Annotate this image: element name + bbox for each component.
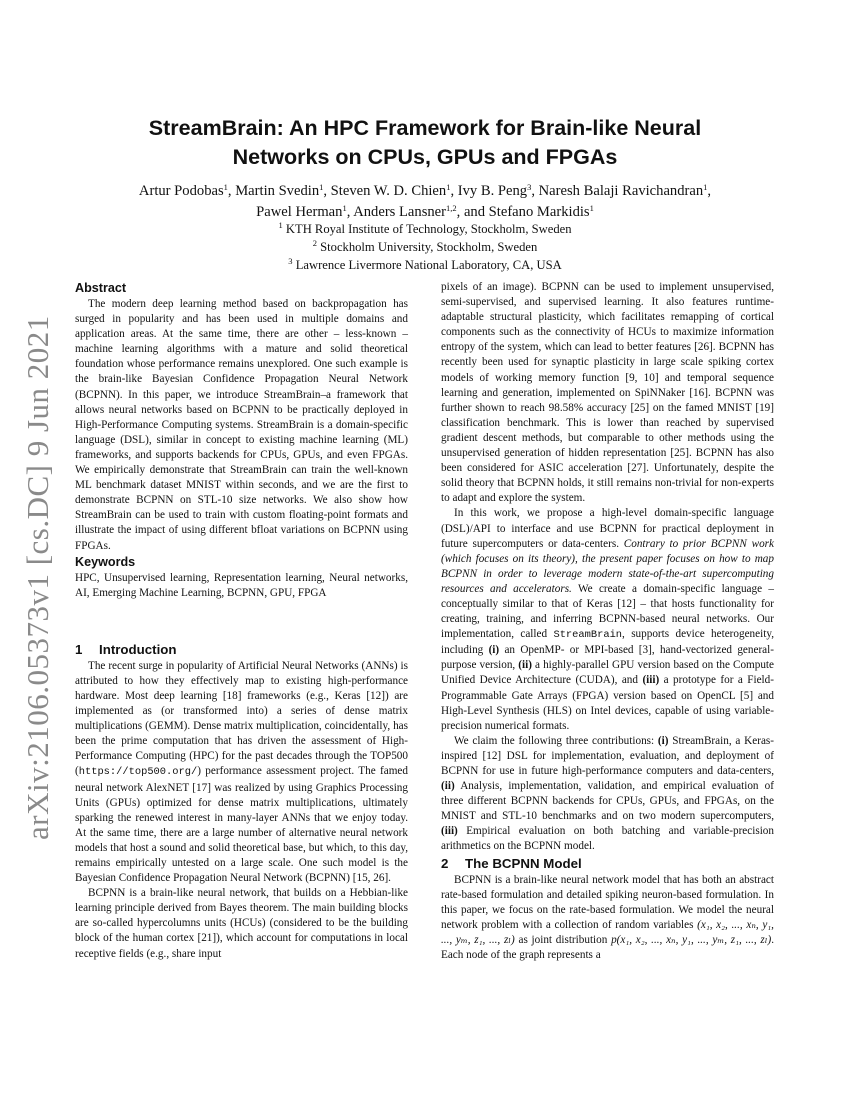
math-variables: (x₁, x₂, ..., xₙ, y₁, ..., yₘ, z₁, ..., zₗ) (441, 918, 774, 946)
keywords-heading: Keywords (75, 554, 136, 569)
section-heading-bcpnn-model (441, 855, 774, 873)
affiliation-text: Stockholm University, Stockholm, Sweden (320, 240, 538, 254)
intro-paragraph-3 (441, 506, 774, 733)
author-name: Martin Svedin (235, 183, 320, 199)
author-affil-marker: 1 (342, 203, 347, 213)
affiliation-marker: 1 (278, 220, 283, 230)
affiliation-list (150, 220, 700, 274)
emphasis-text: Contrary to prior BCPNN work (which focuses on its theory), the present paper focuses on how to map BCPNN in order to leverage modern state-of-the-art supercomputing resources and accelerators. (441, 537, 774, 595)
text-run: , supports device heterogeneity, including (441, 628, 774, 657)
text-run: a prototype for a Field-Programmable Gate Arrays (FPGA) version based on OpenCL [5] and High-Level Synthesis (HLS) on Intel devices, capable of using variable-precision numerical formats. (441, 674, 774, 732)
text-run: Analysis, implementation, validation, and empirical evaluation of three different BCPNN backends for CPUs, GPUs, and FPGAs, on the MNIST and STL-10 benchmarks and on two modern supercomputers, (441, 780, 774, 823)
author-affil-marker: 1 (319, 182, 324, 192)
list-marker: (i) (657, 734, 669, 747)
author-affil-marker: 1 (223, 182, 228, 192)
section-number: 2 (441, 855, 449, 871)
math-joint-distribution: p(x₁, x₂, ..., xₙ, y₁, ..., yₘ, z₁, ..., zₗ) (611, 933, 772, 946)
section-heading-introduction (75, 641, 408, 659)
bcpnn-paragraph-1 (441, 873, 774, 964)
keywords-text: HPC, Unsupervised learning, Representation learning, Neural networks, AI, Emerging Machine Learning, BCPNN, GPU, FPGA (75, 571, 408, 599)
affiliation-marker: 2 (312, 238, 317, 248)
abstract-text: The modern deep learning method based on backpropagation has surged in popularity and has been used in multiple domains and application areas. At the same time, there are other – less-known – machine learning algorithms with a mature and solid theoretical foundation whose performance remains unexplored. One such example is the brain-like Bayesian Confidence Propagation Neural Network (BCPNN). In this paper, we introduce StreamBrain–a framework that allows neural networks based on BCPNN to be practically deployed in High-Performance Computing systems. StreamBrain is a domain-specific language (DSL), similar in concept to existing machine learning (ML) frameworks, and supports backends for CPUs, GPUs, and even FPGAs. We empirically demonstrate that StreamBrain can train the well-known ML benchmark dataset MNIST within seconds, and we are the first to demonstrate BCPNN on STL-10 size networks. We also show how StreamBrain can be used to train with custom floating-point formats and illustrate the impact of using different bfloat variations on BCPNN using FPGAs. (75, 298, 408, 552)
list-marker: (ii) (441, 780, 455, 793)
author-line-1 (80, 181, 770, 202)
text-run: Empirical evaluation on both batching and variable-precision arithmetics on the BCPNN model. (441, 825, 774, 853)
text-run: In this work, we propose a high-level domain-specific language (DSL)/API to interface and use BCPNN for practical deployment in future supercomputers or data-centers. (441, 507, 774, 550)
text-run: We claim the following three contributions: (454, 734, 658, 747)
affiliation-text: KTH Royal Institute of Technology, Stockholm, Sweden (285, 222, 572, 236)
text-run: a highly-parallel GPU version based on the Compute Unified Device Architecture (CUDA), and (441, 659, 775, 687)
affiliation-marker: 3 (288, 256, 293, 266)
arxiv-stamp: arXiv:2106.05373v1 [cs.DC] 9 Jun 2021 (20, 315, 55, 840)
list-marker: (ii) (518, 659, 532, 672)
affiliation (150, 256, 700, 274)
author-separator: , (531, 183, 539, 199)
author-affil-marker: 1,2 (446, 203, 457, 213)
text-run: an OpenMP- or MPI-based [3], hand-vectorized general-purpose version, (441, 644, 774, 672)
author-separator: , (323, 183, 331, 199)
author-name: Artur Podobas (138, 183, 224, 199)
text-run: ) performance assessment project. The famed neural network AlexNET [17] was realized by using Graphics Processing Units (GPUs) optimized for dense matrix multiplications, ultimately sparking the renewed interest in many-layer ANNs that we enjoy today. At the same time, there are a large number of alternative neural network models that host a sound and solid theoretical base, but which, to this day, remains empirically untested on a large scale. One such model is the Bayesian Confidence Propagation Neural Network (BCPNN) [15, 26]. (75, 765, 408, 885)
author-separator: , (707, 183, 712, 199)
author-name: Steven W. D. Chien (330, 183, 447, 199)
author-separator: , (346, 204, 354, 220)
affiliation-text: Lawrence Livermore National Laboratory, CA, USA (295, 258, 562, 272)
text-run: We create a domain-specific language – conceptually similar to that of Keras [12] – that hosts functionality for creating, training, and inferring BCPNN-based neural networks. Our implementation, called (441, 582, 774, 641)
streambrain-code: StreamBrain (553, 629, 623, 642)
author-name: Anders Lansner (353, 204, 447, 220)
author-name: Ivy B. Peng (457, 183, 528, 199)
section-title: Introduction (99, 641, 177, 657)
affiliation (150, 220, 700, 238)
text-run: as joint distribution (514, 933, 612, 946)
top500-url: https://top500.org/ (78, 766, 198, 779)
author-affil-marker: 1 (446, 182, 451, 192)
list-marker: (i) (488, 644, 500, 657)
author-separator: , (227, 183, 236, 199)
affiliation (150, 238, 700, 256)
list-marker: (iii) (441, 825, 458, 838)
contributions-paragraph (441, 734, 774, 855)
section-number: 1 (75, 641, 83, 657)
author-name: Pawel Herman (256, 204, 343, 220)
right-column (441, 280, 774, 963)
author-name: Naresh Balaji Ravichandran (538, 183, 704, 199)
intro-paragraph-2: BCPNN is a brain-like neural network, that builds on a Hebbian-like learning principle derived from Bayes theorem. The main building blocks are so-called hypercolumns units (HCUs) (considered to be the building block of the human cortex [21]), which account for computations in local receptive fields (e.g., share input (75, 887, 408, 960)
author-separator: , and (456, 204, 489, 220)
text-run: StreamBrain, a Keras-inspired [12] DSL for implementation, evaluation, and deployment of BCPNN for use in future high-performance computers and data-centers, (441, 734, 774, 777)
paper-title: StreamBrain: An HPC Framework for Brain-like Neural Networks on CPUs, GPUs and FPGAs (148, 116, 702, 169)
section-title: The BCPNN Model (465, 855, 582, 871)
author-affil-marker: 3 (527, 182, 532, 192)
left-column (75, 280, 408, 962)
text-run: BCPNN is a brain-like neural network model that has both an abstract rate-based formulation and detailed spiking neuron-based formulation. In this paper, we focus on the rate-based formulation. We model the neural network problem with a collection of random variables (441, 873, 774, 931)
author-name: Stefano Markidis (488, 204, 590, 220)
author-list (80, 181, 770, 223)
author-affil-marker: 1 (703, 182, 708, 192)
abstract-heading: Abstract (75, 281, 127, 295)
text-run: . Each node of the graph represents a (441, 933, 775, 962)
list-marker: (iii) (642, 674, 660, 687)
intro-paragraph-continued: pixels of an image). BCPNN can be used to implement unsupervised, semi-supervised, and supervised learning. It also features runtime-adaptable structural plasticity, which facilitates remapping of cortical components such as the connectivity of HCUs to maximize information entropy of the system, which can lead to better features [26]. BCPNN has recently been used for synaptic plasticity in large scale spiking cortex models of working memory function [9, 10] and temporal sequence learning and generation, implemented on SpiNNaker [16]. BCPNN was further shown to reach 98.58% accuracy [25] on the famed MNIST [19] classification benchmark. This is lower than reached by supervised gradient descent methods, but comparable to other methods using the unsupervised generation of hidden representation [25]. BCPNN has also been considered for ASIC acceleration [27]. Unfortunately, despite the solid theory that BCPNN holds, it still remains non-trivial for non-experts to adapt and explore the system. (441, 281, 774, 505)
intro-paragraph-1 (75, 659, 408, 886)
author-separator: , (450, 183, 458, 199)
text-run: The recent surge in popularity of Artificial Neural Networks (ANNs) is attributed to how they effectively map to existing high-performance hardware. Most deep learning [18] frameworks (e.g., Keras [12]) are implemented as (or transformed into) a series of dense matrix multiplications (GEMM). Dense matrix multiplication, coincidentally, has been the prime computation that has driven the assessment of High-Performance Computing (HPC) for the past decades through the TOP500 ( (75, 659, 408, 778)
author-affil-marker: 1 (589, 203, 594, 213)
